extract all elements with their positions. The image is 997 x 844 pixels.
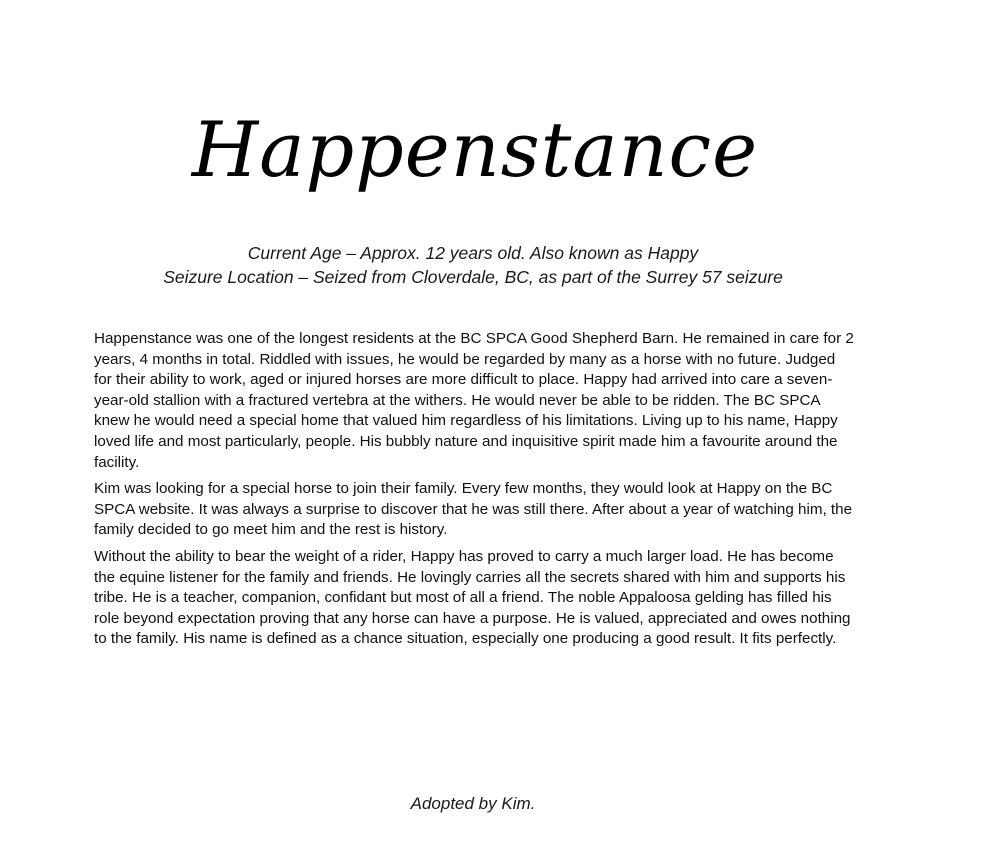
story-body xyxy=(94,329,854,656)
adopted-by: Adopted by Kim. xyxy=(410,794,536,813)
paragraph-today: Without the ability to bear the weight of a rider, Happy has proved to carry a much larger load. He has become the equine listener for the family and friends. He lovingly carries all the secrets shared with him and supports his tribe. He is a teacher, companion, confidant but most of all a friend. The noble Appaloosa gelding has filled his role beyond expectation proving that any horse can have a purpose. He is valued, appreciated and owes nothing to the family. His name is defined as a chance situation, especially one producing a good result. It fits perfectly. xyxy=(94,547,851,648)
location-line: Seizure Location – Seized from Cloverdale, BC, as part of the Surrey 57 seizure xyxy=(163,267,783,287)
page-title: Happenstance xyxy=(191,105,759,194)
paragraph-history: Happenstance was one of the longest residents at the BC SPCA Good Shepherd Barn. He remained in care for 2 years, 4 months in total. Riddled with issues, he would be regarded by many as a horse with no future. Judged for their ability to work, aged or injured horses are more difficult to place. Happy had arrived into care a seven-year-old stallion with a fractured vertebra at the withers. He would never be able to be ridden. The BC SPCA knew he would need a special home that valued him regardless of his limitations. Living up to his name, Happy loved life and most particularly, people. His bubbly nature and inquisitive spirit made him a favourite around the facility. xyxy=(94,330,854,471)
paragraph-adoption: Kim was looking for a special horse to join their family. Every few months, they would look at Happy on the BC SPCA website. It was always a surprise to discover that he was still there. After about a year of watching him, the family decided to go meet him and the rest is history. xyxy=(94,480,853,539)
age-line: Current Age – Approx. 12 years old. Also known as Happy xyxy=(247,243,699,263)
